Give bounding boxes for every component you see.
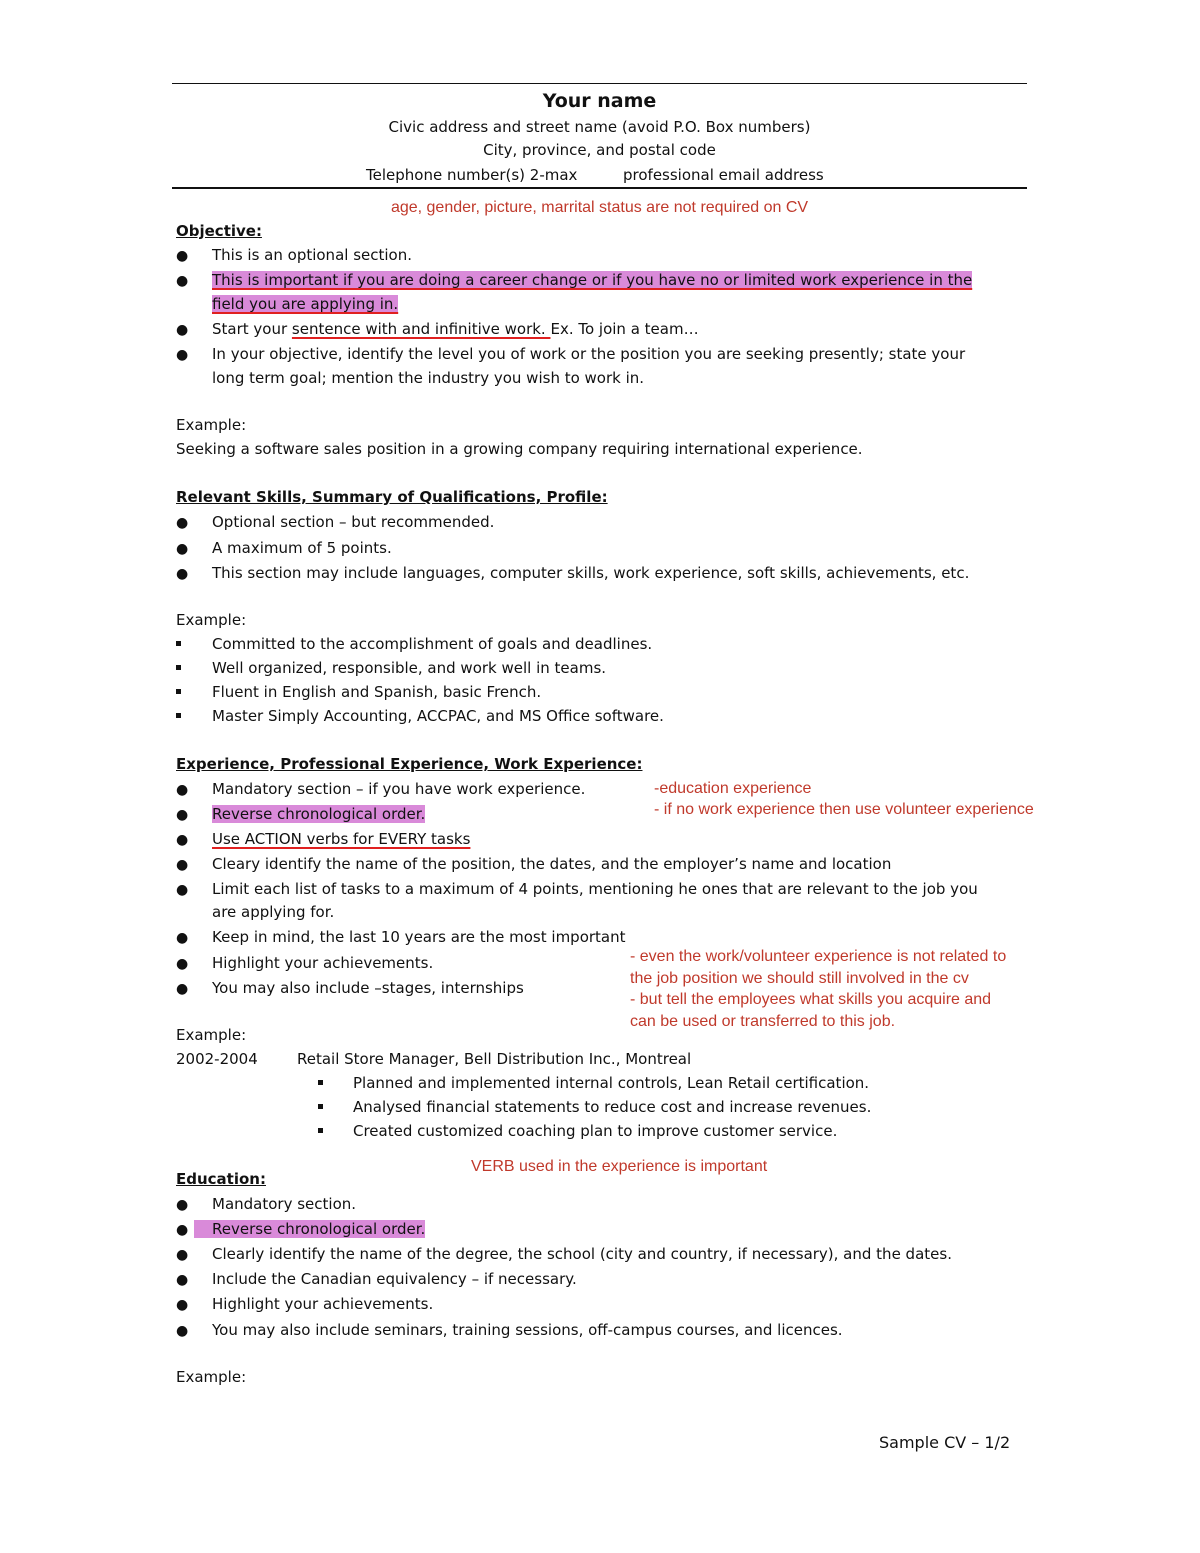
highlighted-text: This is important if you are doing a career change or if you have no or limited work experience in the bbox=[212, 271, 973, 289]
related-note: - even the work/volunteer experience is not related to bbox=[630, 948, 1007, 965]
objective-item-cont: long term goal; mention the industry you wish to work in. bbox=[212, 369, 645, 387]
education-item: Include the Canadian equivalency – if necessary. bbox=[212, 1270, 577, 1288]
education-item: Clearly identify the name of the degree, the school (city and country, if necessary), and the dates. bbox=[212, 1245, 952, 1263]
header-rule bbox=[172, 187, 1027, 189]
bullet-dot: ● bbox=[176, 930, 189, 946]
example-task: Analysed financial statements to reduce cost and increase revenues. bbox=[353, 1098, 872, 1116]
bullet-dot: ● bbox=[176, 782, 189, 798]
highlighted-text: Reverse chronological order. bbox=[194, 1220, 425, 1238]
objective-item-text: Start your bbox=[212, 320, 292, 338]
personal-info-note: age, gender, picture, marrital status are not required on CV bbox=[390, 199, 809, 216]
objective-item-cont bbox=[212, 295, 398, 313]
resume-name: Your name bbox=[542, 90, 657, 112]
square-bullet bbox=[318, 1128, 323, 1133]
education-heading: Education: bbox=[176, 1170, 266, 1188]
square-bullet bbox=[318, 1080, 323, 1085]
bullet-dot: ● bbox=[176, 1247, 189, 1263]
underlined-text: sentence with and infinitive work. bbox=[291, 320, 551, 338]
experience-item: Cleary identify the name of the position, the dates, and the employer’s name and location bbox=[212, 855, 892, 873]
example-label: Example: bbox=[176, 416, 247, 434]
example-task: Created customized coaching plan to improve customer service. bbox=[353, 1122, 838, 1140]
skills-item: A maximum of 5 points. bbox=[212, 539, 392, 557]
bullet-dot: ● bbox=[176, 956, 189, 972]
skills-example-item: Well organized, responsible, and work well in teams. bbox=[212, 659, 607, 677]
square-bullet bbox=[318, 1104, 323, 1109]
skills-heading: Relevant Skills, Summary of Qualifications, Profile: bbox=[176, 488, 608, 506]
related-note: - but tell the employees what skills you acquire and bbox=[630, 991, 992, 1008]
experience-item: Mandatory section – if you have work experience. bbox=[212, 780, 586, 798]
square-bullet bbox=[176, 665, 181, 670]
bullet-dot: ● bbox=[176, 807, 189, 823]
skills-item: Optional section – but recommended. bbox=[212, 513, 495, 531]
top-rule bbox=[172, 83, 1027, 84]
bullet-dot: ● bbox=[176, 832, 189, 848]
example-label: Example: bbox=[176, 1026, 247, 1044]
highlighted-text: field you are applying in. bbox=[212, 295, 399, 313]
skills-example-item: Committed to the accomplishment of goals and deadlines. bbox=[212, 635, 653, 653]
objective-item bbox=[212, 320, 699, 338]
related-note: can be used or transferred to this job. bbox=[630, 1013, 896, 1030]
square-bullet bbox=[176, 713, 181, 718]
bullet-dot: ● bbox=[176, 882, 189, 898]
page-footer: Sample CV – 1/2 bbox=[879, 1433, 1011, 1452]
education-item: You may also include seminars, training sessions, off-campus courses, and licences. bbox=[212, 1321, 843, 1339]
city-line: City, province, and postal code bbox=[483, 141, 716, 159]
example-label: Example: bbox=[176, 1368, 247, 1386]
education-item bbox=[212, 1220, 425, 1238]
bullet-dot: ● bbox=[176, 322, 189, 338]
experience-item: Highlight your achievements. bbox=[212, 954, 434, 972]
bullet-dot: ● bbox=[176, 857, 189, 873]
education-item: Highlight your achievements. bbox=[212, 1295, 434, 1313]
email-line: professional email address bbox=[623, 166, 824, 184]
bullet-dot: ● bbox=[176, 541, 189, 557]
experience-note: -education experience bbox=[654, 780, 812, 797]
example-job-title: Retail Store Manager, Bell Distribution Inc., Montreal bbox=[297, 1050, 692, 1068]
highlighted-text: Reverse chronological order. bbox=[212, 805, 426, 823]
experience-item bbox=[212, 830, 470, 848]
objective-item: This is an optional section. bbox=[212, 246, 412, 264]
experience-item bbox=[212, 805, 425, 823]
experience-item-cont: are applying for. bbox=[212, 903, 335, 921]
experience-note: - if no work experience then use volunteer experience bbox=[654, 801, 1034, 818]
experience-item: You may also include –stages, internships bbox=[212, 979, 524, 997]
phone-line: Telephone number(s) 2-max bbox=[366, 166, 578, 184]
bullet-dot: ● bbox=[176, 1297, 189, 1313]
objective-heading: Objective: bbox=[176, 222, 262, 240]
skills-example-item: Master Simply Accounting, ACCPAC, and MS Office software. bbox=[212, 707, 664, 725]
education-item: Mandatory section. bbox=[212, 1195, 357, 1213]
bullet-dot: ● bbox=[176, 1197, 189, 1213]
experience-heading: Experience, Professional Experience, Work Experience: bbox=[176, 755, 643, 773]
bullet-dot: ● bbox=[176, 981, 189, 997]
example-label: Example: bbox=[176, 611, 247, 629]
verb-note: VERB used in the experience is important bbox=[471, 1158, 768, 1175]
objective-item-text: Ex. To join a team… bbox=[550, 320, 699, 338]
related-note: the job position we should still involved in the cv bbox=[630, 970, 969, 987]
underlined-text: Use ACTION verbs for EVERY tasks bbox=[212, 830, 471, 848]
bullet-dot: ● bbox=[176, 248, 189, 264]
bullet-dot: ● bbox=[176, 273, 189, 289]
square-bullet bbox=[176, 641, 181, 646]
objective-item: In your objective, identify the level you of work or the position you are seeking presently; state your bbox=[212, 345, 966, 363]
objective-item bbox=[212, 271, 972, 289]
experience-item: Limit each list of tasks to a maximum of 4 points, mentioning he ones that are relevant to the job you bbox=[212, 880, 978, 898]
example-text: Seeking a software sales position in a growing company requiring international experience. bbox=[176, 440, 863, 458]
square-bullet bbox=[176, 689, 181, 694]
skills-item: This section may include languages, computer skills, work experience, soft skills, achievements, etc. bbox=[212, 564, 970, 582]
example-years: 2002-2004 bbox=[176, 1050, 258, 1068]
skills-example-item: Fluent in English and Spanish, basic French. bbox=[212, 683, 542, 701]
address-line: Civic address and street name (avoid P.O. Box numbers) bbox=[388, 118, 811, 136]
experience-item: Keep in mind, the last 10 years are the most important bbox=[212, 928, 626, 946]
bullet-dot: ● bbox=[176, 515, 189, 531]
bullet-dot: ● bbox=[176, 566, 189, 582]
bullet-dot: ● bbox=[176, 347, 189, 363]
bullet-dot: ● bbox=[176, 1323, 189, 1339]
bullet-dot: ● bbox=[176, 1272, 189, 1288]
example-task: Planned and implemented internal controls, Lean Retail certification. bbox=[353, 1074, 870, 1092]
bullet-dot: ● bbox=[176, 1222, 189, 1238]
